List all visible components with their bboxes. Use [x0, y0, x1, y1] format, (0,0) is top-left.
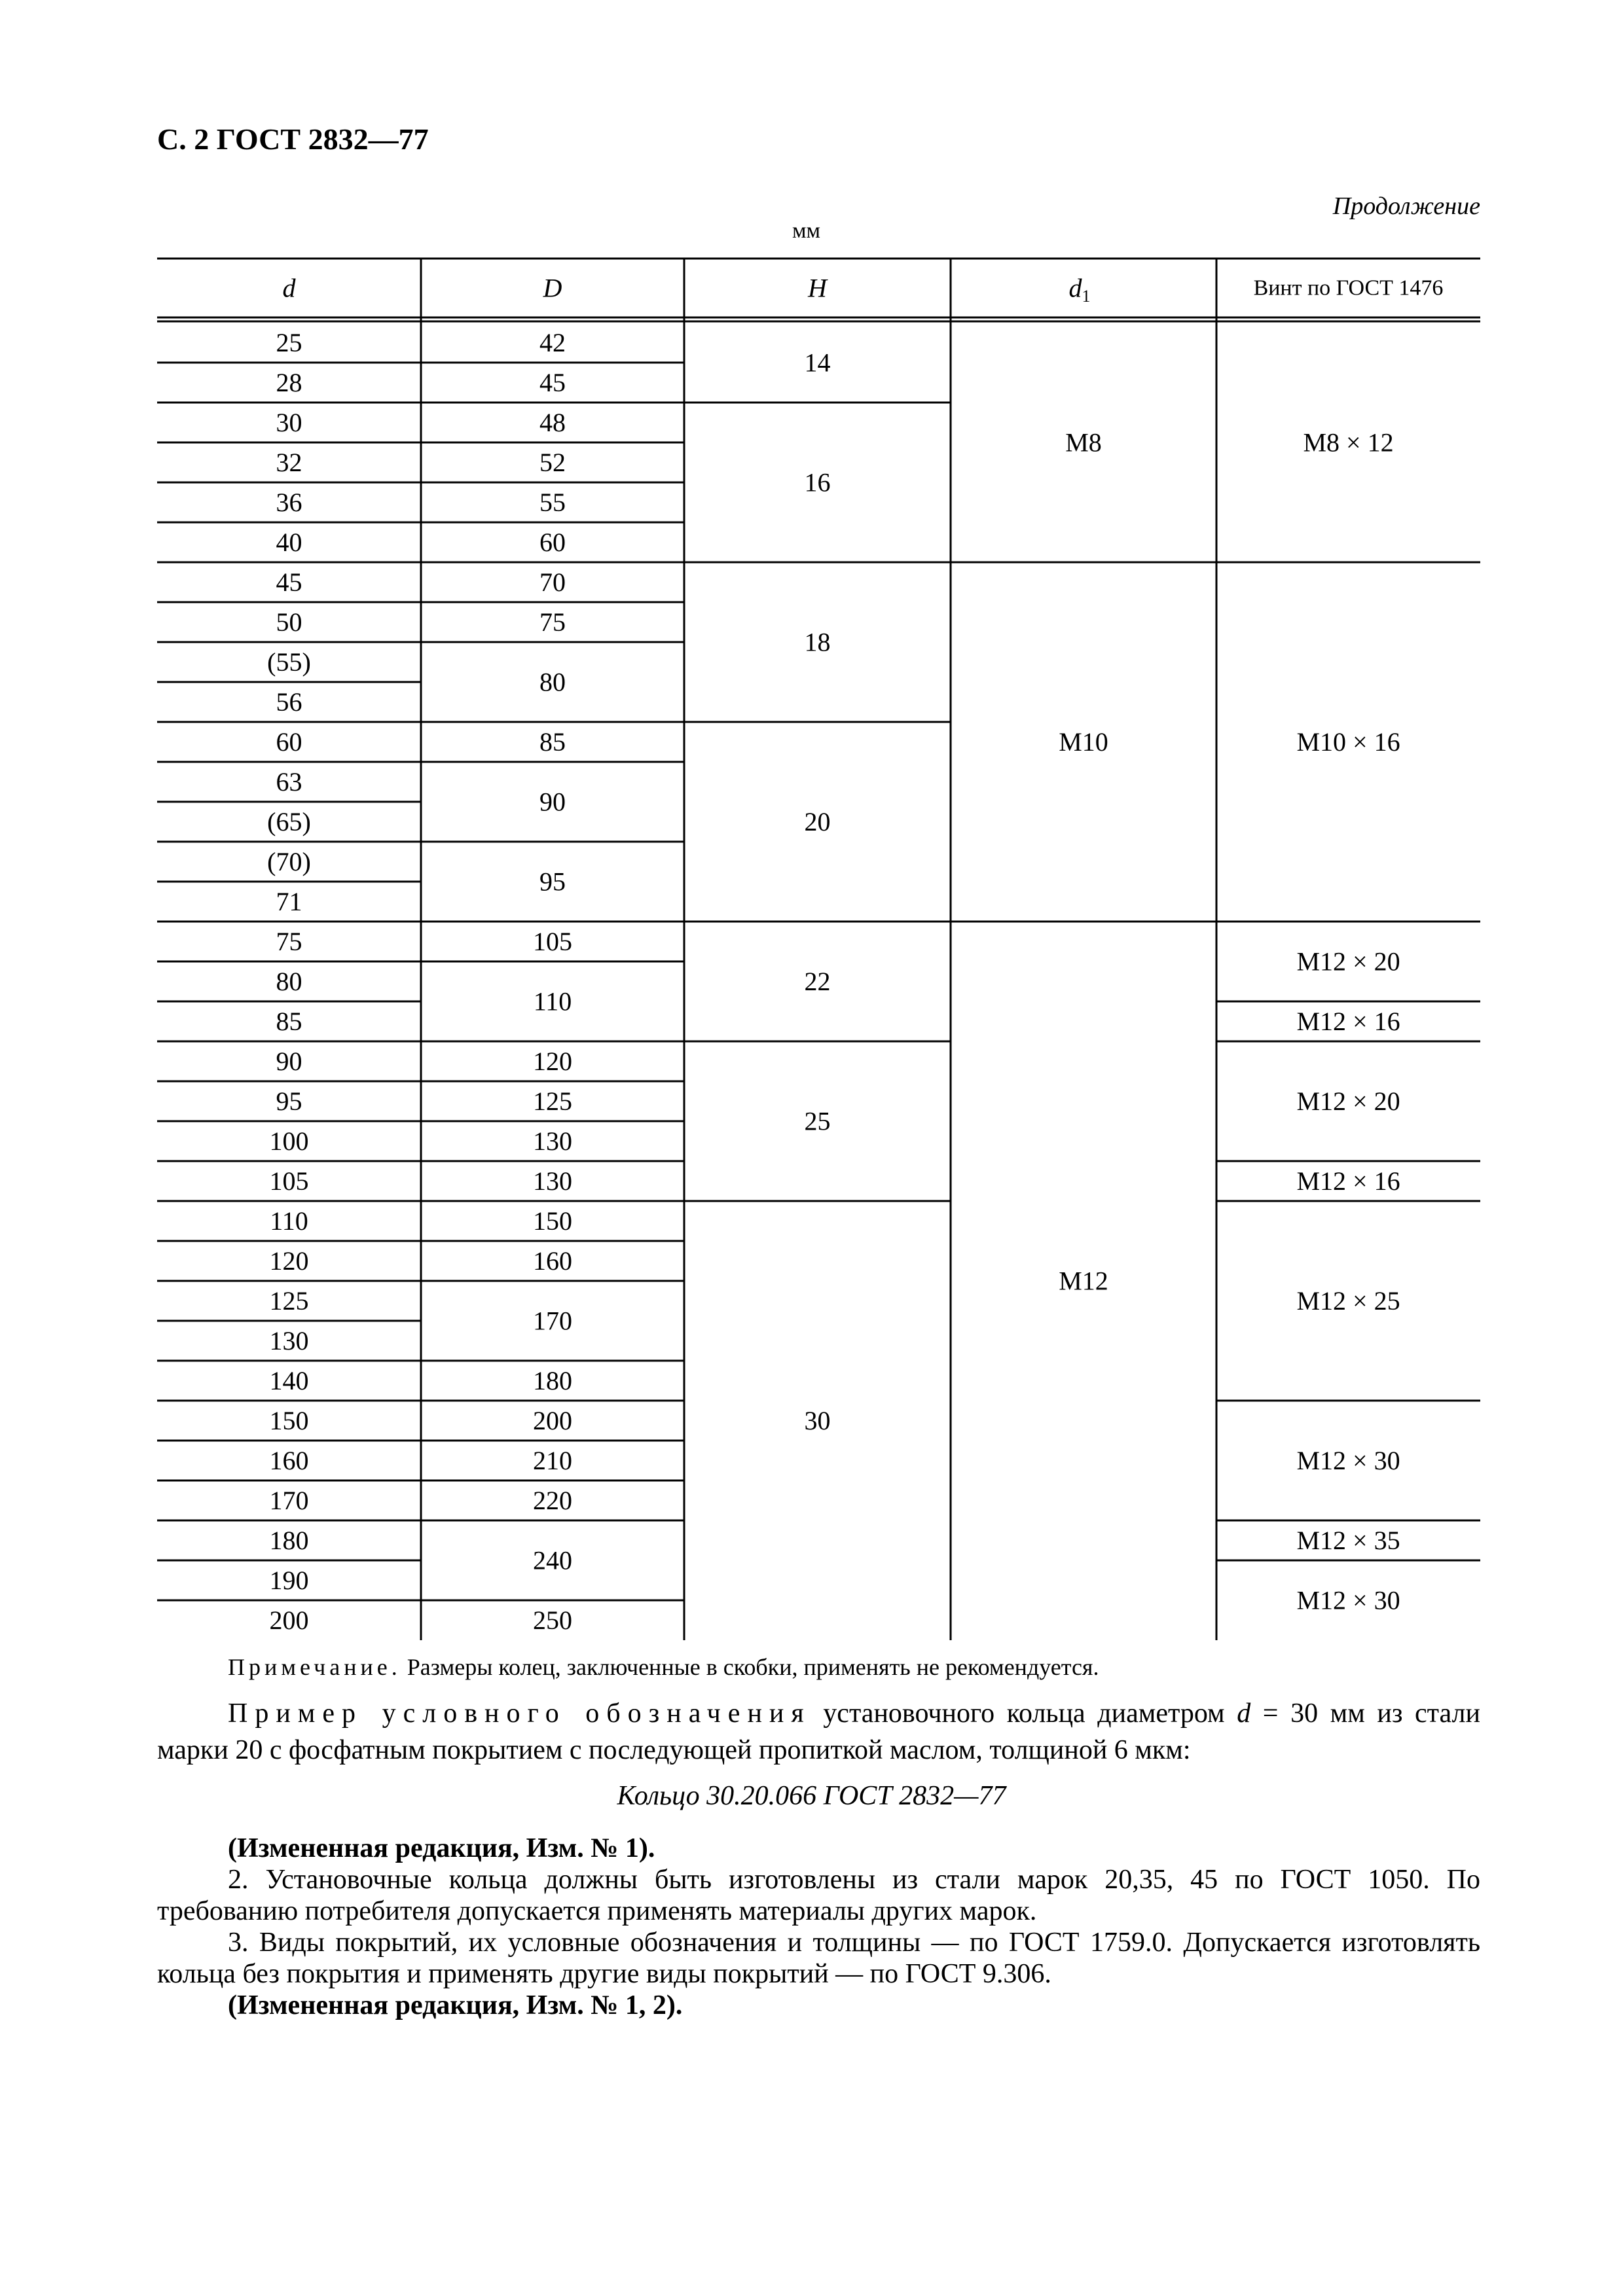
- cell-d: (55): [267, 647, 311, 677]
- cell-d: 180: [269, 1526, 309, 1555]
- cell-d: 120: [269, 1246, 309, 1276]
- cell-d: 90: [276, 1047, 302, 1076]
- cell-D: 45: [539, 368, 566, 397]
- example-label: Пример условного обозначения: [228, 1698, 811, 1729]
- cell-d: 28: [276, 368, 302, 397]
- cell-D: 130: [533, 1166, 572, 1196]
- cell-D: 75: [539, 607, 566, 637]
- cell-d: 80: [276, 967, 302, 996]
- cell-screw: M12 × 20: [1296, 946, 1400, 977]
- cell-d: 95: [276, 1086, 302, 1116]
- cell-screw: M12 × 20: [1296, 1086, 1400, 1116]
- cell-D: 60: [539, 528, 566, 557]
- cell-D: 125: [533, 1086, 572, 1116]
- cell-screw: M8 × 12: [1303, 427, 1394, 457]
- cell-d: 160: [269, 1446, 309, 1475]
- example-variable: d: [1237, 1698, 1251, 1729]
- cell-d: 170: [269, 1486, 309, 1515]
- cell-screw: M10 × 16: [1296, 727, 1400, 757]
- cell-d: 75: [276, 927, 302, 956]
- cell-d: 45: [276, 567, 302, 597]
- table-note: [228, 1653, 1099, 1681]
- cell-d: 150: [269, 1406, 309, 1435]
- cell-D: 55: [539, 488, 566, 517]
- cell-D: 80: [539, 667, 566, 697]
- cell-d: 40: [276, 528, 302, 557]
- item-2-text: 2. Установочные кольца должны быть изготовлены из стали марок 20,35, 45 по ГОСТ 1050. По требованию потребителя допускается применять материалы других марок.: [157, 1865, 1480, 1926]
- cell-D: 120: [533, 1047, 572, 1076]
- cell-screw: M12 × 25: [1296, 1286, 1400, 1316]
- example-text-after: = 30 мм из стали марки 20 с фосфатным покрытием с последующей пропиткой маслом, толщиной 6 мкм:: [157, 1698, 1480, 1765]
- cell-H: 18: [804, 627, 831, 657]
- column-header-screw: Винт по ГОСТ 1476: [1253, 276, 1444, 300]
- cell-d: 130: [269, 1326, 309, 1355]
- cell-d: 100: [269, 1126, 309, 1156]
- cell-D: 85: [539, 727, 566, 757]
- cell-d: 63: [276, 767, 302, 797]
- cell-d: 56: [276, 687, 302, 717]
- column-header-H: H: [808, 273, 827, 303]
- column-header-D: D: [543, 273, 562, 303]
- cell-d: 110: [270, 1206, 308, 1236]
- cell-D: 70: [539, 567, 566, 597]
- cell-d: 105: [269, 1166, 309, 1196]
- cell-d: 30: [276, 408, 302, 437]
- cell-d: 200: [269, 1605, 309, 1635]
- cell-D: 48: [539, 408, 566, 437]
- cell-D: 52: [539, 448, 566, 477]
- cell-D: 170: [533, 1306, 572, 1336]
- cell-d: 50: [276, 607, 302, 637]
- note-label: Примечание.: [228, 1654, 401, 1680]
- designation-example: [157, 1695, 1480, 1768]
- cell-D: 42: [539, 328, 566, 357]
- cell-D: 90: [539, 787, 566, 817]
- cell-D: 200: [533, 1406, 572, 1435]
- cell-H: 25: [804, 1106, 831, 1136]
- cell-D: 110: [533, 986, 572, 1016]
- cell-d: 85: [276, 1007, 302, 1036]
- cell-D: 105: [533, 927, 572, 956]
- cell-D: 150: [533, 1206, 572, 1236]
- cell-H: 30: [804, 1406, 831, 1435]
- cell-d: 71: [276, 887, 302, 916]
- designation-code: Кольцо 30.20.066 ГОСТ 2832—77: [617, 1781, 1006, 1811]
- cell-D: 220: [533, 1486, 572, 1515]
- cell-d: (65): [267, 807, 311, 836]
- cell-screw: M12 × 35: [1296, 1526, 1400, 1555]
- item-3-text: 3. Виды покрытий, их условные обозначения и толщины — по ГОСТ 1759.0. Допускается изготовлять кольца без покрытия и применять другие виды покрытий — по ГОСТ 9.306.: [157, 1928, 1480, 1989]
- column-header-d: d: [282, 273, 296, 303]
- cell-D: 180: [533, 1366, 572, 1395]
- cell-H: 20: [804, 807, 831, 836]
- revision-note-1: (Измененная редакция, Изм. № 1).: [228, 1833, 655, 1863]
- note-text: Размеры колец, заключенные в скобки, применять не рекомендуется.: [401, 1654, 1099, 1680]
- cell-screw: M12 × 30: [1296, 1446, 1400, 1475]
- example-text-before: установочного кольца диаметром: [811, 1698, 1237, 1729]
- revision-note-2: (Измененная редакция, Изм. № 1, 2).: [228, 1990, 683, 2020]
- cell-d: 60: [276, 727, 302, 757]
- cell-d1: M10: [1059, 727, 1108, 757]
- cell-screw: M12 × 16: [1296, 1166, 1400, 1196]
- cell-H: 16: [804, 467, 831, 497]
- cell-screw: M12 × 16: [1296, 1007, 1400, 1036]
- cell-D: 160: [533, 1246, 572, 1276]
- cell-D: 130: [533, 1126, 572, 1156]
- cell-D: 210: [533, 1446, 572, 1475]
- cell-screw: M12 × 30: [1296, 1585, 1400, 1615]
- cell-H: 14: [804, 348, 831, 378]
- cell-d: (70): [267, 847, 311, 876]
- cell-D: 240: [533, 1545, 572, 1575]
- cell-D: 95: [539, 867, 566, 897]
- cell-D: 250: [533, 1605, 572, 1635]
- cell-H: 22: [804, 967, 831, 996]
- cell-d: 190: [269, 1566, 309, 1595]
- cell-d: 25: [276, 328, 302, 357]
- cell-d: 140: [269, 1366, 309, 1395]
- cell-d1: M8: [1065, 427, 1102, 457]
- cell-d1: M12: [1059, 1266, 1108, 1296]
- cell-d: 32: [276, 448, 302, 477]
- page-header: С. 2 ГОСТ 2832—77: [157, 122, 429, 156]
- column-header-d1: $d_1$: [1068, 273, 1091, 306]
- units-label: мм: [792, 219, 821, 243]
- cell-d: 125: [269, 1286, 309, 1316]
- cell-d: 36: [276, 488, 302, 517]
- continuation-label: Продолжение: [1332, 192, 1480, 220]
